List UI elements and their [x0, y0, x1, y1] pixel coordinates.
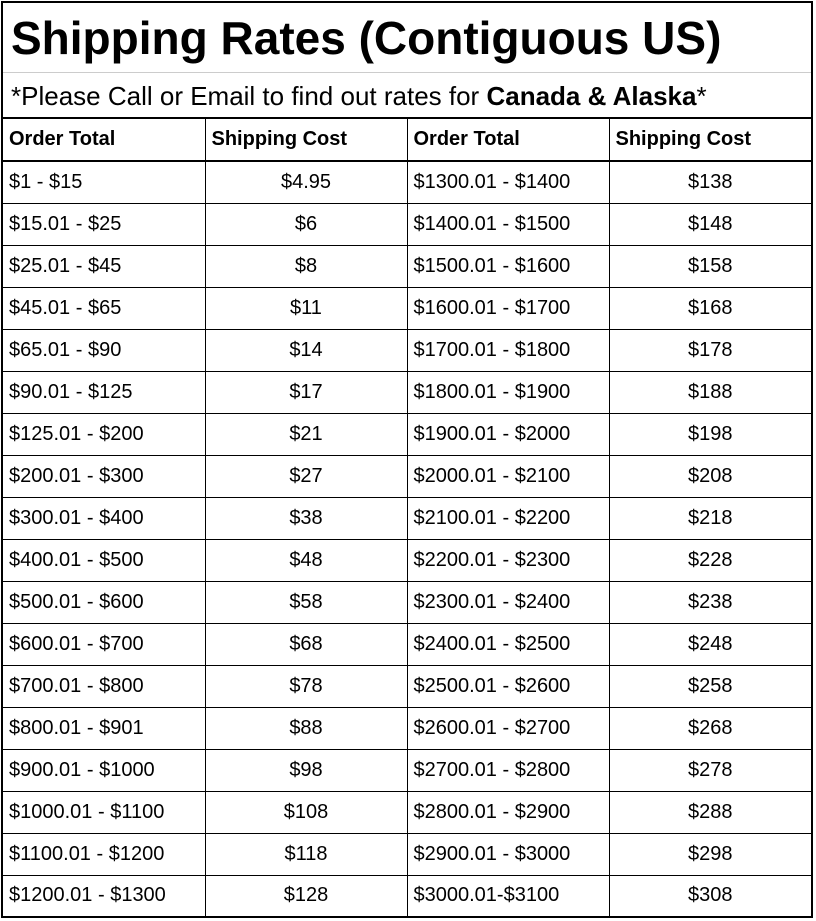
cell-order-total-right: $2000.01 - $2100 — [407, 455, 609, 497]
rates-table — [3, 119, 811, 918]
contact-note-regions: Canada & Alaska — [486, 81, 697, 111]
cell-shipping-cost-right: $188 — [609, 371, 811, 413]
cell-shipping-cost-right: $198 — [609, 413, 811, 455]
cell-shipping-cost-right: $208 — [609, 455, 811, 497]
contact-note-suffix: * — [696, 81, 707, 111]
cell-shipping-cost-right: $138 — [609, 161, 811, 203]
cell-order-total-left: $600.01 - $700 — [3, 623, 205, 665]
cell-shipping-cost-right: $248 — [609, 623, 811, 665]
cell-order-total-left: $700.01 - $800 — [3, 665, 205, 707]
cell-shipping-cost-right: $178 — [609, 329, 811, 371]
cell-shipping-cost-right: $238 — [609, 581, 811, 623]
cell-shipping-cost-left: $118 — [205, 833, 407, 875]
header-shipping-cost-left: Shipping Cost — [205, 119, 407, 161]
cell-shipping-cost-right: $158 — [609, 245, 811, 287]
cell-shipping-cost-left: $27 — [205, 455, 407, 497]
cell-shipping-cost-left: $128 — [205, 875, 407, 917]
cell-order-total-right: $2600.01 - $2700 — [407, 707, 609, 749]
table-row — [3, 245, 811, 287]
cell-order-total-right: $1300.01 - $1400 — [407, 161, 609, 203]
cell-shipping-cost-left: $38 — [205, 497, 407, 539]
cell-shipping-cost-left: $17 — [205, 371, 407, 413]
table-row — [3, 413, 811, 455]
cell-shipping-cost-right: $258 — [609, 665, 811, 707]
cell-shipping-cost-left: $78 — [205, 665, 407, 707]
cell-order-total-right: $2500.01 - $2600 — [407, 665, 609, 707]
cell-shipping-cost-left: $4.95 — [205, 161, 407, 203]
cell-order-total-left: $45.01 - $65 — [3, 287, 205, 329]
cell-order-total-left: $200.01 - $300 — [3, 455, 205, 497]
table-row — [3, 539, 811, 581]
cell-order-total-left: $500.01 - $600 — [3, 581, 205, 623]
cell-order-total-right: $1600.01 - $1700 — [407, 287, 609, 329]
cell-shipping-cost-right: $168 — [609, 287, 811, 329]
contact-note-text: *Please Call or Email to find out rates for — [11, 81, 487, 111]
cell-order-total-right: $2900.01 - $3000 — [407, 833, 609, 875]
cell-order-total-left: $300.01 - $400 — [3, 497, 205, 539]
cell-order-total-right: $2800.01 - $2900 — [407, 791, 609, 833]
rates-body — [3, 161, 811, 917]
table-row — [3, 497, 811, 539]
cell-shipping-cost-right: $268 — [609, 707, 811, 749]
cell-shipping-cost-left: $98 — [205, 749, 407, 791]
cell-shipping-cost-right: $298 — [609, 833, 811, 875]
header-order-total-left: Order Total — [3, 119, 205, 161]
header-shipping-cost-right: Shipping Cost — [609, 119, 811, 161]
cell-shipping-cost-left: $8 — [205, 245, 407, 287]
table-row — [3, 371, 811, 413]
cell-order-total-right: $1500.01 - $1600 — [407, 245, 609, 287]
cell-order-total-right: $2300.01 - $2400 — [407, 581, 609, 623]
cell-shipping-cost-left: $58 — [205, 581, 407, 623]
cell-order-total-right: $2200.01 - $2300 — [407, 539, 609, 581]
table-row — [3, 749, 811, 791]
cell-order-total-left: $1200.01 - $1300 — [3, 875, 205, 917]
cell-shipping-cost-right: $228 — [609, 539, 811, 581]
cell-order-total-right: $1700.01 - $1800 — [407, 329, 609, 371]
shipping-rates-sheet — [1, 1, 813, 918]
header-order-total-right: Order Total — [407, 119, 609, 161]
table-row — [3, 161, 811, 203]
cell-order-total-right: $1900.01 - $2000 — [407, 413, 609, 455]
cell-shipping-cost-right: $278 — [609, 749, 811, 791]
cell-order-total-left: $900.01 - $1000 — [3, 749, 205, 791]
table-row — [3, 707, 811, 749]
cell-order-total-left: $800.01 - $901 — [3, 707, 205, 749]
cell-shipping-cost-right: $148 — [609, 203, 811, 245]
table-row — [3, 329, 811, 371]
cell-shipping-cost-left: $14 — [205, 329, 407, 371]
table-row — [3, 833, 811, 875]
cell-shipping-cost-left: $11 — [205, 287, 407, 329]
cell-shipping-cost-left: $6 — [205, 203, 407, 245]
table-row — [3, 203, 811, 245]
table-row — [3, 875, 811, 917]
cell-shipping-cost-left: $108 — [205, 791, 407, 833]
cell-shipping-cost-left: $21 — [205, 413, 407, 455]
cell-shipping-cost-left: $68 — [205, 623, 407, 665]
table-row — [3, 581, 811, 623]
cell-order-total-left: $25.01 - $45 — [3, 245, 205, 287]
cell-order-total-right: $1400.01 - $1500 — [407, 203, 609, 245]
cell-shipping-cost-right: $218 — [609, 497, 811, 539]
table-row — [3, 791, 811, 833]
cell-order-total-left: $400.01 - $500 — [3, 539, 205, 581]
cell-order-total-right: $2400.01 - $2500 — [407, 623, 609, 665]
table-row — [3, 623, 811, 665]
table-row — [3, 287, 811, 329]
page-title: Shipping Rates (Contiguous US) — [3, 3, 811, 73]
table-row — [3, 665, 811, 707]
cell-order-total-left: $1100.01 - $1200 — [3, 833, 205, 875]
header-row — [3, 119, 811, 161]
cell-order-total-right: $1800.01 - $1900 — [407, 371, 609, 413]
cell-order-total-left: $125.01 - $200 — [3, 413, 205, 455]
cell-order-total-left: $65.01 - $90 — [3, 329, 205, 371]
cell-order-total-left: $1 - $15 — [3, 161, 205, 203]
cell-order-total-right: $3000.01-$3100 — [407, 875, 609, 917]
cell-order-total-left: $1000.01 - $1100 — [3, 791, 205, 833]
table-row — [3, 455, 811, 497]
cell-order-total-right: $2100.01 - $2200 — [407, 497, 609, 539]
cell-order-total-left: $90.01 - $125 — [3, 371, 205, 413]
cell-shipping-cost-right: $308 — [609, 875, 811, 917]
contact-note — [3, 73, 811, 119]
cell-shipping-cost-right: $288 — [609, 791, 811, 833]
cell-order-total-right: $2700.01 - $2800 — [407, 749, 609, 791]
cell-shipping-cost-left: $48 — [205, 539, 407, 581]
cell-order-total-left: $15.01 - $25 — [3, 203, 205, 245]
cell-shipping-cost-left: $88 — [205, 707, 407, 749]
